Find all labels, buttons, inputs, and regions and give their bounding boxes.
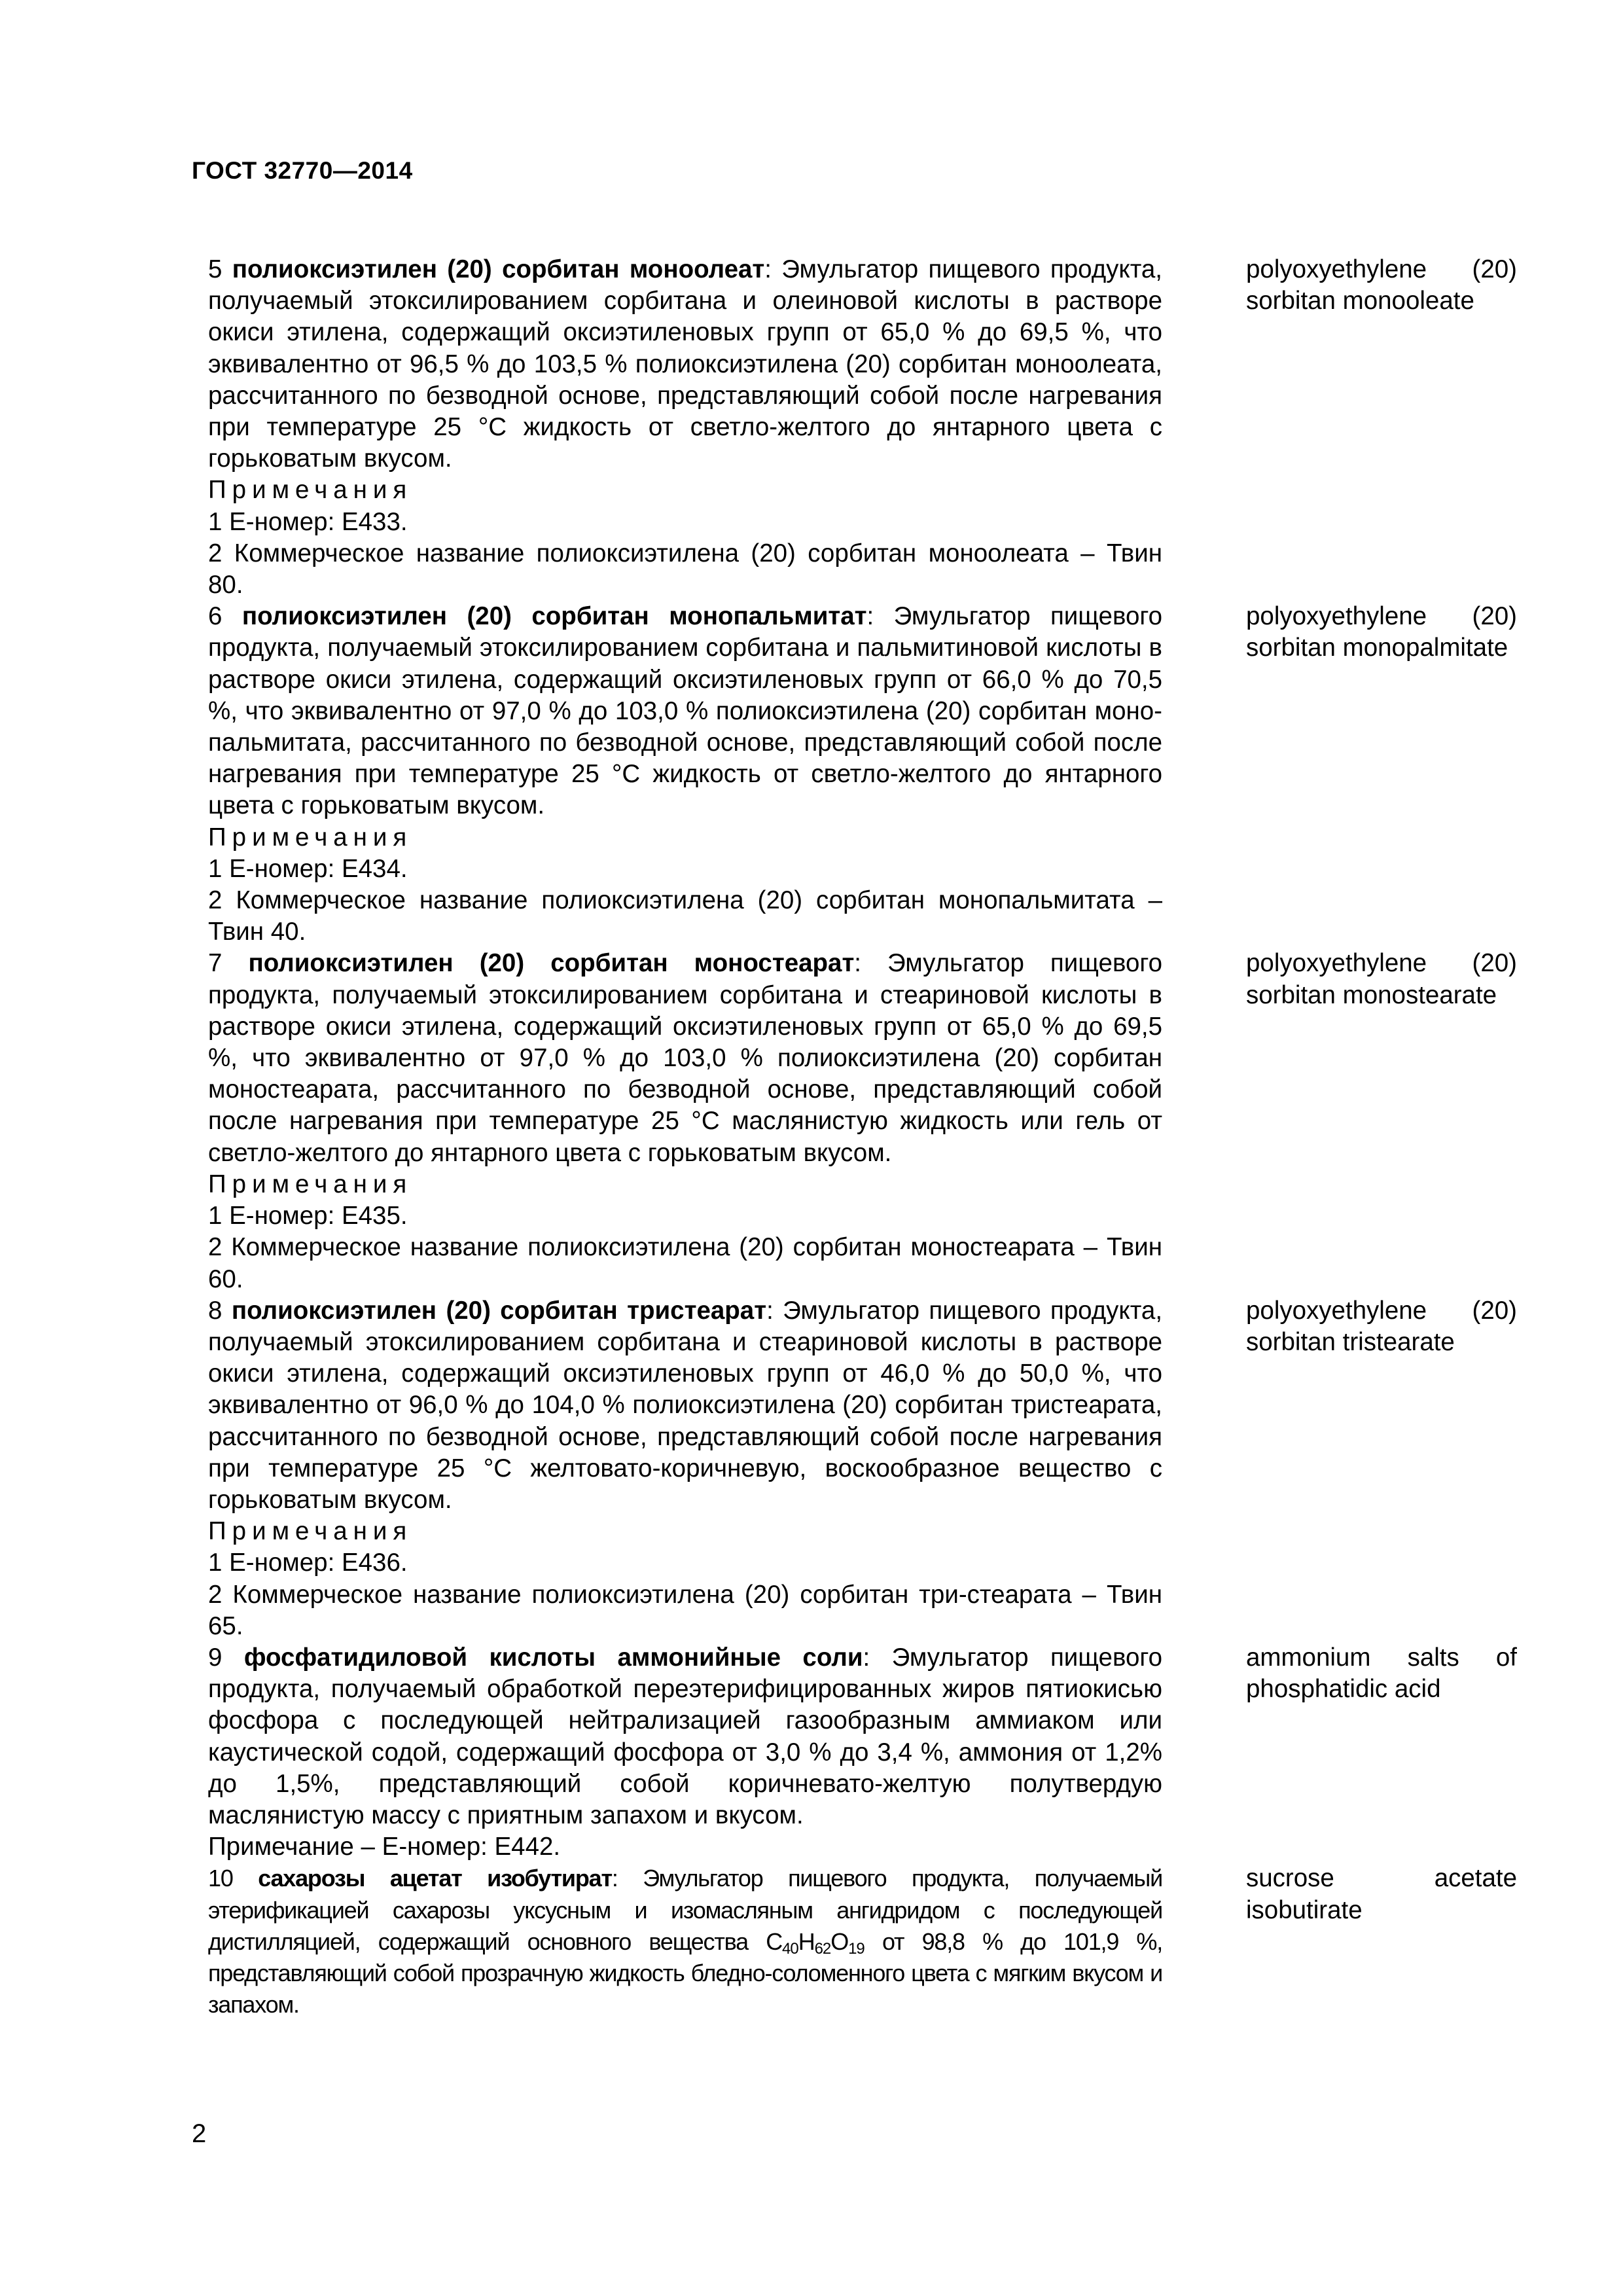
note-item: 1 Е-номер: Е434. bbox=[208, 854, 408, 883]
term-name: фосфатидиловой кислоты аммонийные соли bbox=[243, 1643, 863, 1672]
notes-heading: Примечания bbox=[208, 1170, 413, 1198]
term-8-english: polyoxyethylene (20) sorbitan tristearate bbox=[1246, 1296, 1517, 1356]
note-single: Примечание – Е-номер: Е442. bbox=[208, 1833, 561, 1861]
term-7-russian bbox=[208, 948, 1162, 1295]
terms-list bbox=[208, 254, 1517, 2020]
notes-heading: Примечания bbox=[208, 823, 413, 852]
term-definition: : Эмульгатор пищевого продукта, получаемый этоксилированием сорбитана и стеариновой кислоты в растворе окиси этилена, содержащий оксиэтиленовых групп от 46,0 % до 50,0 %, что эквивалентно от 96,0 % до 104,0 % полиоксиэтилена (20) сорбитан тристеарата, рассчитанного по безводной основе, представляющий собой после нагревания при температуре 25 °С желтовато-коричневую, воскообразное вещество с горьковатым вкусом. bbox=[208, 1296, 1163, 1514]
formula-subscript: 40 bbox=[782, 1939, 798, 1958]
term-definition: : Эмульгатор пищевого продукта, получаемый этоксилированием сорбитана и пальмитиновой кислоты в растворе окиси этилена, содержащий оксиэтиленовых групп от 66,0 % до 70,5 %, что эквивалентно от 97,0 % до 103,0 % полиоксиэтилена (20) сорбитан моно-пальмитата, рассчитанного по безводной основе, представляющий собой после нагревания при температуре 25 °С жидкость от светло-желтого до янтарного цвета с горьковатым вкусом. bbox=[208, 602, 1163, 820]
term-entry-8 bbox=[208, 1295, 1517, 1642]
chemical-formula bbox=[766, 1928, 865, 1958]
term-definition: : Эмульгатор пищевого продукта, получаемый этоксилированием сорбитана и олеиновой кислоты в растворе окиси этилена, содержащий оксиэтиленовых групп от 65,0 % до 69,5 %, что эквивалентно от 96,5 % до 103,5 % полиоксиэтилена (20) сорбитан моноолеата, рассчитанного по безводной основе, представляющий собой после нагревания при температуре 25 °С жидкость от светло-желтого до янтарного цвета с горьковатым вкусом. bbox=[208, 255, 1163, 473]
formula-element: H bbox=[798, 1928, 815, 1955]
page-number: 2 bbox=[192, 2119, 207, 2148]
term-5-english: polyoxyethylene (20) sorbitan monooleate bbox=[1246, 255, 1517, 315]
term-6-definition-paragraph bbox=[208, 601, 1162, 821]
notes-heading: Примечания bbox=[208, 476, 413, 505]
term-5-russian bbox=[208, 254, 1162, 601]
term-6-english: polyoxyethylene (20) sorbitan monopalmitate bbox=[1246, 602, 1517, 662]
formula-element: O bbox=[830, 1928, 849, 1955]
document-header: ГОСТ 32770—2014 bbox=[192, 157, 413, 184]
formula-subscript: 62 bbox=[814, 1939, 831, 1958]
term-number: 6 bbox=[208, 602, 223, 631]
term-8-russian bbox=[208, 1295, 1162, 1642]
term-entry-9 bbox=[208, 1642, 1517, 1863]
term-number: 8 bbox=[208, 1296, 223, 1325]
term-name: полиоксиэтилен (20) сорбитан моностеарат bbox=[248, 949, 855, 978]
term-name: полиоксиэтилен (20) сорбитан монопальмитат bbox=[241, 602, 867, 631]
note-item: 1 Е-номер: Е436. bbox=[208, 1549, 408, 1577]
term-9-english: ammonium salts of phosphatidic acid bbox=[1246, 1643, 1517, 1704]
term-number: 5 bbox=[208, 255, 223, 283]
term-entry-10 bbox=[208, 1863, 1517, 2020]
notes-heading: Примечания bbox=[208, 1517, 413, 1546]
term-7-definition-paragraph bbox=[208, 948, 1162, 1168]
note-item: 2 Коммерческое название полиоксиэтилена (20) сорбитан моностеарата – Твин 60. bbox=[208, 1233, 1162, 1293]
term-10-definition-paragraph bbox=[208, 1863, 1162, 2020]
term-number: 9 bbox=[208, 1643, 223, 1672]
note-item: 2 Коммерческое название полиоксиэтилена (20) сорбитан три-стеарата – Твин 65. bbox=[208, 1580, 1162, 1640]
note-item: 2 Коммерческое название полиоксиэтилена (20) сорбитан моноолеата – Твин 80. bbox=[208, 539, 1162, 600]
term-entry-6 bbox=[208, 601, 1517, 948]
term-10-russian bbox=[208, 1863, 1162, 2020]
term-name: полиоксиэтилен (20) сорбитан тристеарат bbox=[231, 1296, 767, 1325]
note-item: 2 Коммерческое название полиоксиэтилена (20) сорбитан монопальмитата – Твин 40. bbox=[208, 886, 1162, 946]
term-9-definition-paragraph bbox=[208, 1642, 1162, 1831]
term-name: полиоксиэтилен (20) сорбитан моноолеат bbox=[232, 255, 765, 283]
formula-element: C bbox=[766, 1928, 783, 1955]
term-8-definition-paragraph bbox=[208, 1295, 1162, 1516]
note-item: 1 Е-номер: Е433. bbox=[208, 507, 408, 536]
term-definition: : Эмульгатор пищевого продукта, получаемый этоксилированием сорбитана и стеариновой кислоты в растворе окиси этилена, содержащий оксиэтиленовых групп от 65,0 % до 69,5 %, что эквивалентно от 97,0 % до 103,0 % полиоксиэтилена (20) сорбитан моностеарата, рассчитанного по безводной основе, представляющий собой после нагревания при температуре 25 °С маслянистую жидкость или гель от светло-желтого до янтарного цвета с горьковатым вкусом. bbox=[208, 949, 1162, 1167]
term-6-russian bbox=[208, 601, 1162, 948]
term-definition: : Эмульгатор пищевого продукта, получаемый обработкой переэтерифицированных жиров пятиокисью фосфора с последующей нейтрализацией газообразным аммиаком или каустической содой, содержащий фосфора от 3,0 % до 3,4 %, аммония от 1,2% до 1,5%, представляющий собой коричневато-желтую полутвердую маслянистую массу с приятным запахом и вкусом. bbox=[208, 1643, 1162, 1829]
term-10-english: sucrose acetate isobutirate bbox=[1246, 1864, 1517, 1924]
term-9-russian bbox=[208, 1642, 1162, 1863]
term-name: сахарозы ацетат изобутират bbox=[258, 1865, 612, 1892]
term-number: 10 bbox=[208, 1865, 233, 1892]
term-definition-part: от 98,8 % до 101,9 %, представляющий собой прозрачную жидкость бледно-соломенного цвета с мягким вкусом и запахом. bbox=[208, 1928, 1162, 2018]
term-7-english: polyoxyethylene (20) sorbitan monostearate bbox=[1246, 949, 1517, 1009]
term-definition-part: : Эмульгатор пищевого продукта, получаемый этерификацией сахарозы уксусным и изомасляным ангидридом с последующей дистилляцией, содержащий основного вещества bbox=[208, 1865, 1163, 1955]
term-number: 7 bbox=[208, 949, 223, 978]
note-item: 1 Е-номер: Е435. bbox=[208, 1202, 408, 1230]
term-entry-5 bbox=[208, 254, 1517, 601]
formula-subscript: 19 bbox=[848, 1939, 865, 1958]
term-entry-7 bbox=[208, 948, 1517, 1295]
term-5-definition-paragraph bbox=[208, 254, 1162, 475]
